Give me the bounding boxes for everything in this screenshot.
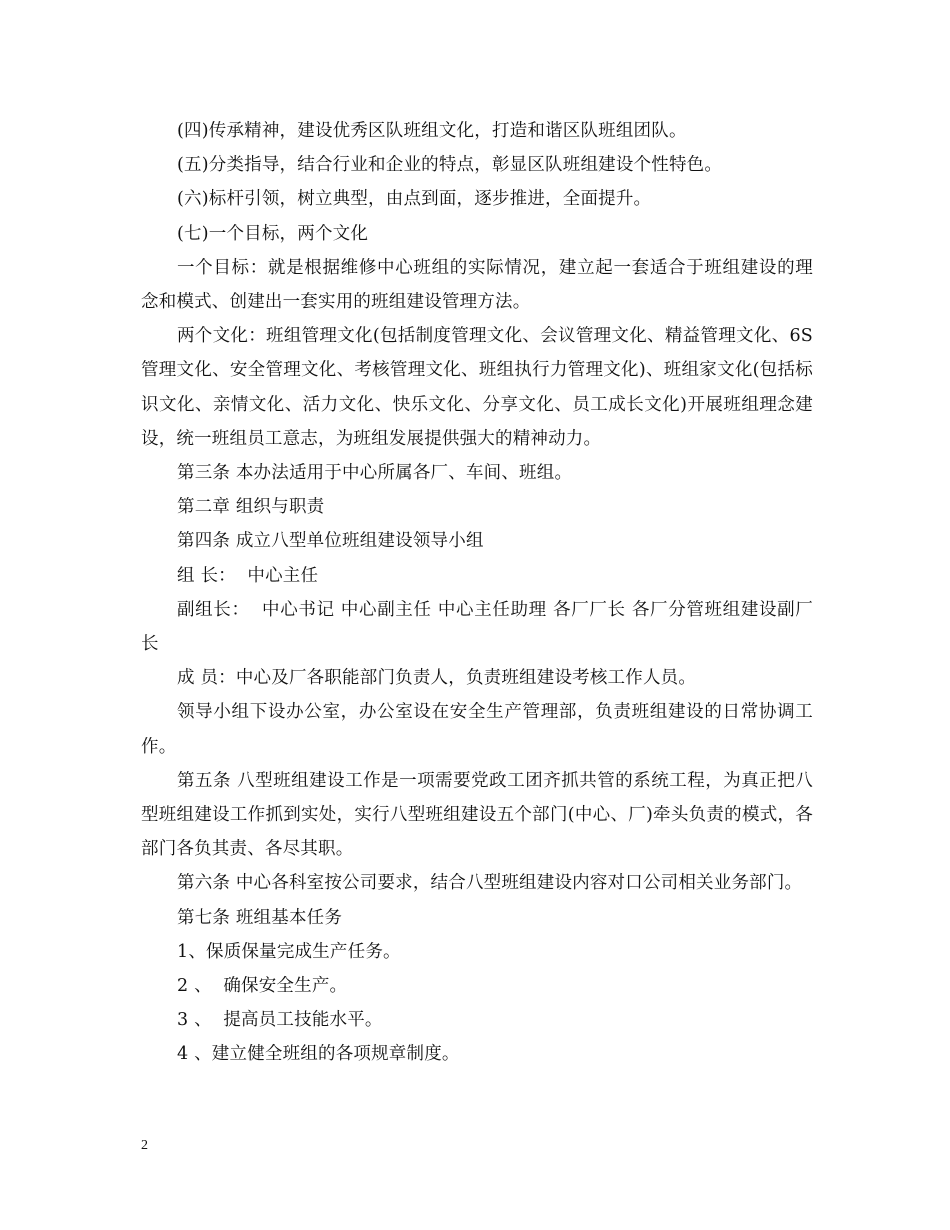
members-line: 成 员：中心及厂各职能部门负责人，负责班组建设考核工作人员。 — [177, 668, 697, 689]
paragraph-one-goal: 一个目标：就是根据维修中心班组的实际情况，建立起一套适合于班组建设的理念和模式、创建出一套实用的班组建设管理方法。 — [141, 257, 813, 313]
article-three: 第三条 本办法适用于中心所属各厂、车间、班组。 — [177, 463, 573, 484]
task-item-4: 4 、建立健全班组的各项规章制度。 — [177, 1044, 460, 1065]
group-leader-line: 组 长： 中心主任 — [177, 565, 319, 586]
article-four: 第四条 成立八型单位班组建设领导小组 — [177, 531, 484, 552]
paragraph-qi: (七)一个目标，两个文化 — [177, 223, 369, 244]
chapter-two-heading: 第二章 组织与职责 — [177, 497, 325, 518]
article-seven: 第七条 班组基本任务 — [177, 907, 343, 928]
deputy-leader-line: 副组长： 中心书记 中心副主任 中心主任助理 各厂厂长 各厂分管班组建设副厂长 — [141, 599, 813, 655]
document-body — [141, 114, 813, 1072]
paragraph-si: (四)传承精神，建设优秀区队班组文化，打造和谐区队班组团队。 — [177, 121, 687, 141]
page-number: 2 — [141, 1138, 148, 1153]
article-six: 第六条 中心各科室按公司要求，结合八型班组建设内容对口公司相关业务部门。 — [177, 873, 803, 894]
paragraph-wu: (五)分类指导，结合行业和企业的特点，彰显区队班组建设个性特色。 — [177, 155, 723, 176]
article-five: 第五条 八型班组建设工作是一项需要党政工团齐抓共管的系统工程，为真正把八型班组建设工作抓到实处，实行八型班组建设五个部门(中心、厂)牵头负责的模式，各部门各负其责、各尽其职。 — [141, 770, 813, 860]
task-item-2: 2 、 确保安全生产。 — [177, 976, 348, 997]
task-item-3: 3 、 提高员工技能水平。 — [177, 1010, 383, 1031]
task-item-1: 1、保质保量完成生产任务。 — [177, 941, 401, 962]
paragraph-liu: (六)标杆引领，树立典型，由点到面，逐步推进，全面提升。 — [177, 189, 652, 210]
paragraph-two-cultures: 两个文化：班组管理文化(包括制度管理文化、会议管理文化、精益管理文化、6S管理文化、安全管理文化、考核管理文化、班组执行力管理文化)、班组家文化(包括标识文化、亲情文化、活力文化、快乐文化、分享文化、员工成长文化)开展班组理念建设，统一班组员工意志，为班组发展提供强大的精神动力。 — [141, 326, 813, 449]
office-line: 领导小组下设办公室，办公室设在安全生产管理部，负责班组建设的日常协调工作。 — [141, 702, 813, 757]
